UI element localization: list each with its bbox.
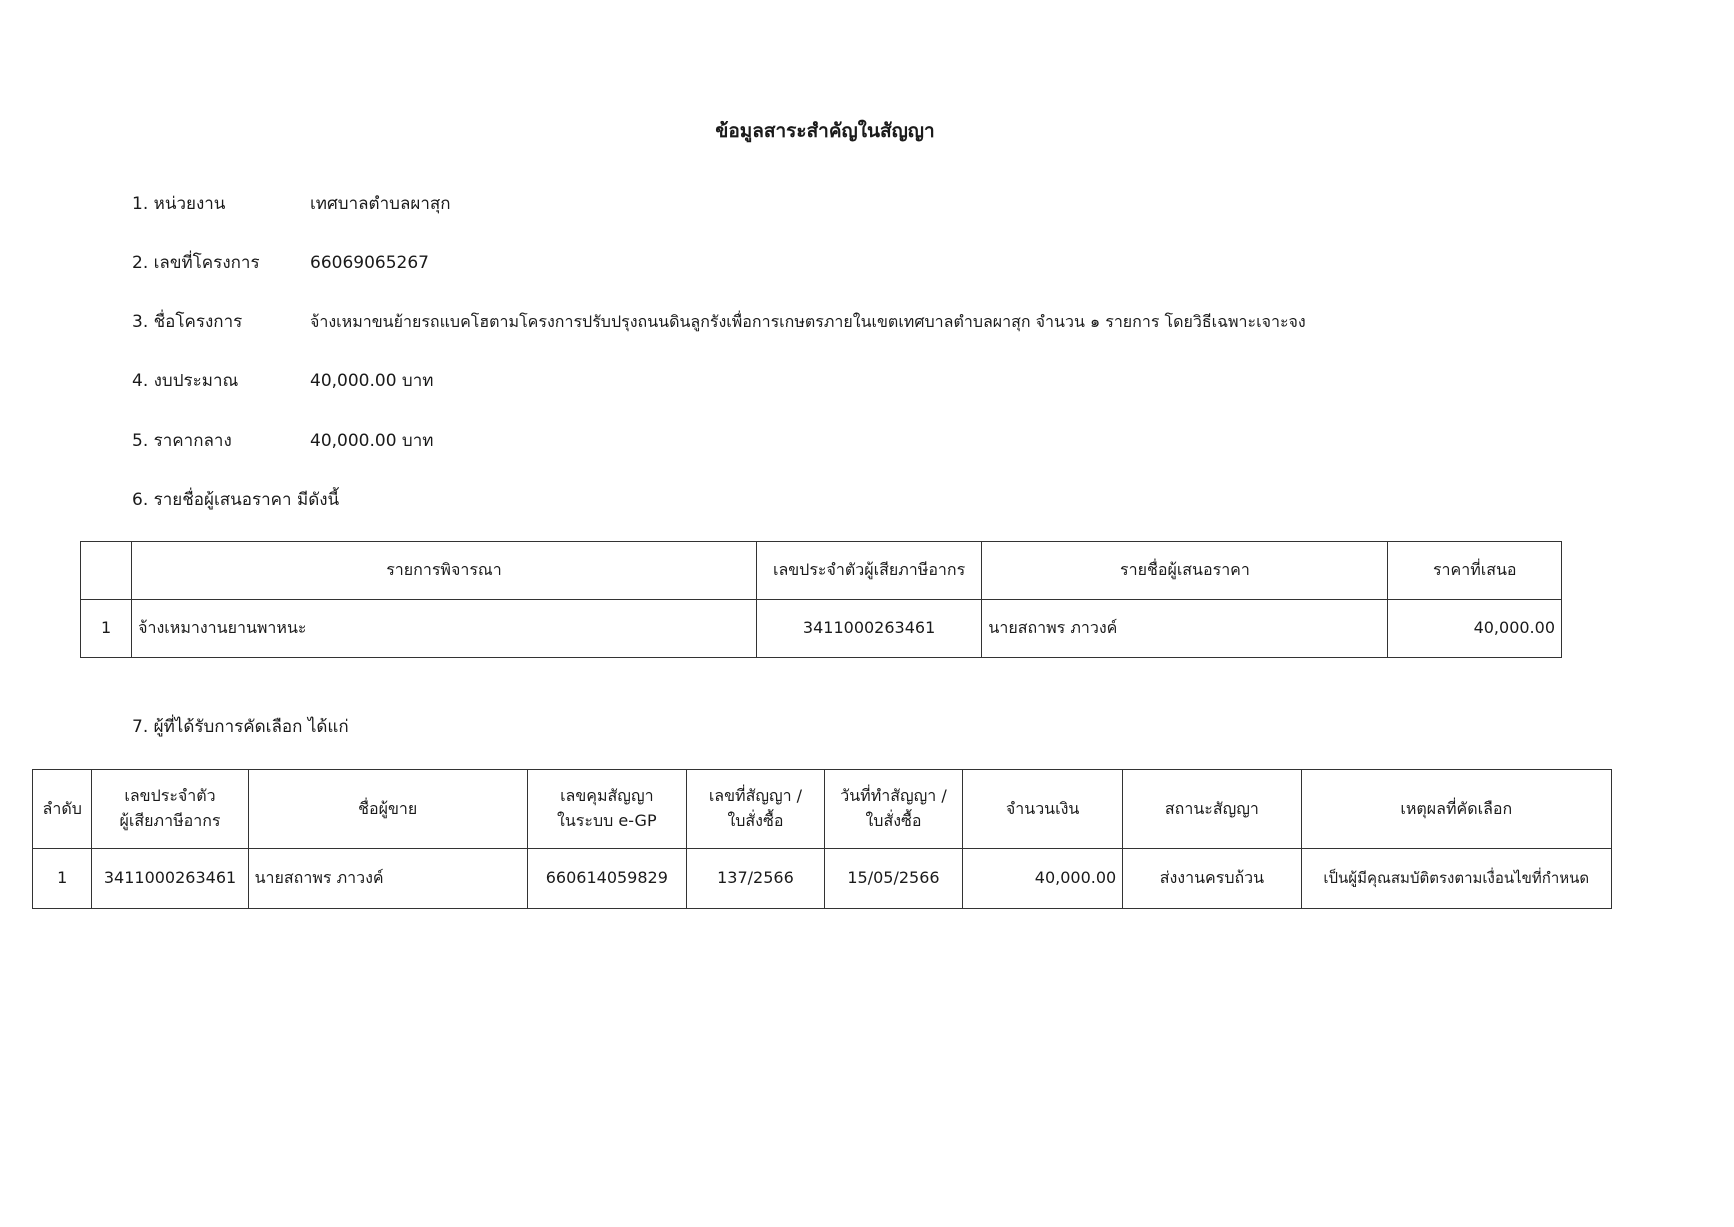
column-header: [824, 770, 962, 849]
table-header-row: [33, 770, 1612, 849]
info-label: 4. งบประมาณ: [132, 371, 239, 391]
info-median-price: [132, 427, 433, 454]
info-label: 3. ชื่อโครงการ: [132, 312, 243, 332]
column-header-line: เลขคุมสัญญา: [560, 786, 654, 806]
info-label: 5. ราคากลาง: [132, 431, 232, 451]
table-cell: 660614059829: [527, 849, 686, 909]
info-project-number: [132, 249, 429, 276]
info-value: 40,000.00 บาท: [310, 431, 434, 451]
column-header: [527, 770, 686, 849]
column-header: [963, 770, 1123, 849]
table-cell: 40,000.00: [963, 849, 1123, 909]
bidders-table: [80, 541, 1562, 658]
info-budget: [132, 367, 433, 394]
info-label: 2. เลขที่โครงการ: [132, 253, 260, 273]
table-cell: นายสถาพร ภาวงค์: [982, 600, 1388, 658]
column-header: [33, 770, 92, 849]
table-cell: 3411000263461: [756, 600, 982, 658]
column-header-line: เหตุผลที่คัดเลือก: [1400, 798, 1513, 818]
table-row: [81, 600, 1562, 658]
column-header-line: วันที่ทำสัญญา /: [840, 786, 947, 806]
section-6-label: 6. รายชื่อผู้เสนอราคา มีดังนี้: [132, 490, 340, 510]
column-header-line: จำนวนเงิน: [1005, 798, 1080, 818]
column-header: รายการพิจารณา: [132, 542, 757, 600]
column-header-line: เลขประจำตัว: [124, 786, 216, 806]
table-header-row: [81, 542, 1562, 600]
table-cell: เป็นผู้มีคุณสมบัติตรงตามเงื่อนไขที่กำหนด: [1301, 849, 1611, 909]
column-header-line: ใบสั่งซื้อ: [865, 811, 922, 830]
column-header-line: ชื่อผู้ขาย: [358, 798, 418, 818]
column-header: รายชื่อผู้เสนอราคา: [982, 542, 1388, 600]
table-cell: จ้างเหมางานยานพาหนะ: [132, 600, 757, 658]
table-cell: 40,000.00: [1388, 600, 1562, 658]
table-cell: นายสถาพร ภาวงค์: [248, 849, 527, 909]
info-value: เทศบาลตำบลผาสุก: [310, 194, 451, 214]
column-header: [1123, 770, 1301, 849]
table-cell: 15/05/2566: [824, 849, 962, 909]
table-cell: ส่งงานครบถ้วน: [1123, 849, 1301, 909]
table-row: [33, 849, 1612, 909]
info-agency: [132, 190, 451, 217]
column-header: [686, 770, 824, 849]
info-value: 40,000.00 บาท: [310, 371, 434, 391]
table-cell: 137/2566: [686, 849, 824, 909]
column-header-line: ในระบบ e-GP: [557, 811, 657, 830]
column-header: [1301, 770, 1611, 849]
table-cell: 3411000263461: [92, 849, 248, 909]
column-header: [92, 770, 248, 849]
table-cell: 1: [33, 849, 92, 909]
column-header: ราคาที่เสนอ: [1388, 542, 1562, 600]
column-header-line: สถานะสัญญา: [1164, 798, 1259, 818]
info-value: 66069065267: [310, 253, 429, 273]
column-header-line: ใบสั่งซื้อ: [727, 811, 784, 830]
document-title: ข้อมูลสาระสำคัญในสัญญา: [715, 120, 935, 142]
selected-vendor-table: [32, 769, 1612, 909]
info-label: 1. หน่วยงาน: [132, 194, 226, 214]
column-header: [81, 542, 132, 600]
column-header: เลขประจำตัวผู้เสียภาษีอากร: [756, 542, 982, 600]
column-header: [248, 770, 527, 849]
info-value: จ้างเหมาขนย้ายรถแบคโฮตามโครงการปรับปรุงถนนดินลูกรังเพื่อการเกษตรภายในเขตเทศบาลตำบลผาสุก จำนวน ๑ รายการ โดยวิธีเฉพาะเจาะจง: [310, 312, 1306, 331]
column-header-line: เลขที่สัญญา /: [708, 786, 803, 806]
info-project-name: [132, 308, 1306, 335]
column-header-line: ลำดับ: [42, 798, 82, 818]
column-header-line: ผู้เสียภาษีอากร: [119, 811, 221, 830]
section-7-label: 7. ผู้ที่ได้รับการคัดเลือก ได้แก่: [132, 717, 349, 737]
table-cell: 1: [81, 600, 132, 658]
